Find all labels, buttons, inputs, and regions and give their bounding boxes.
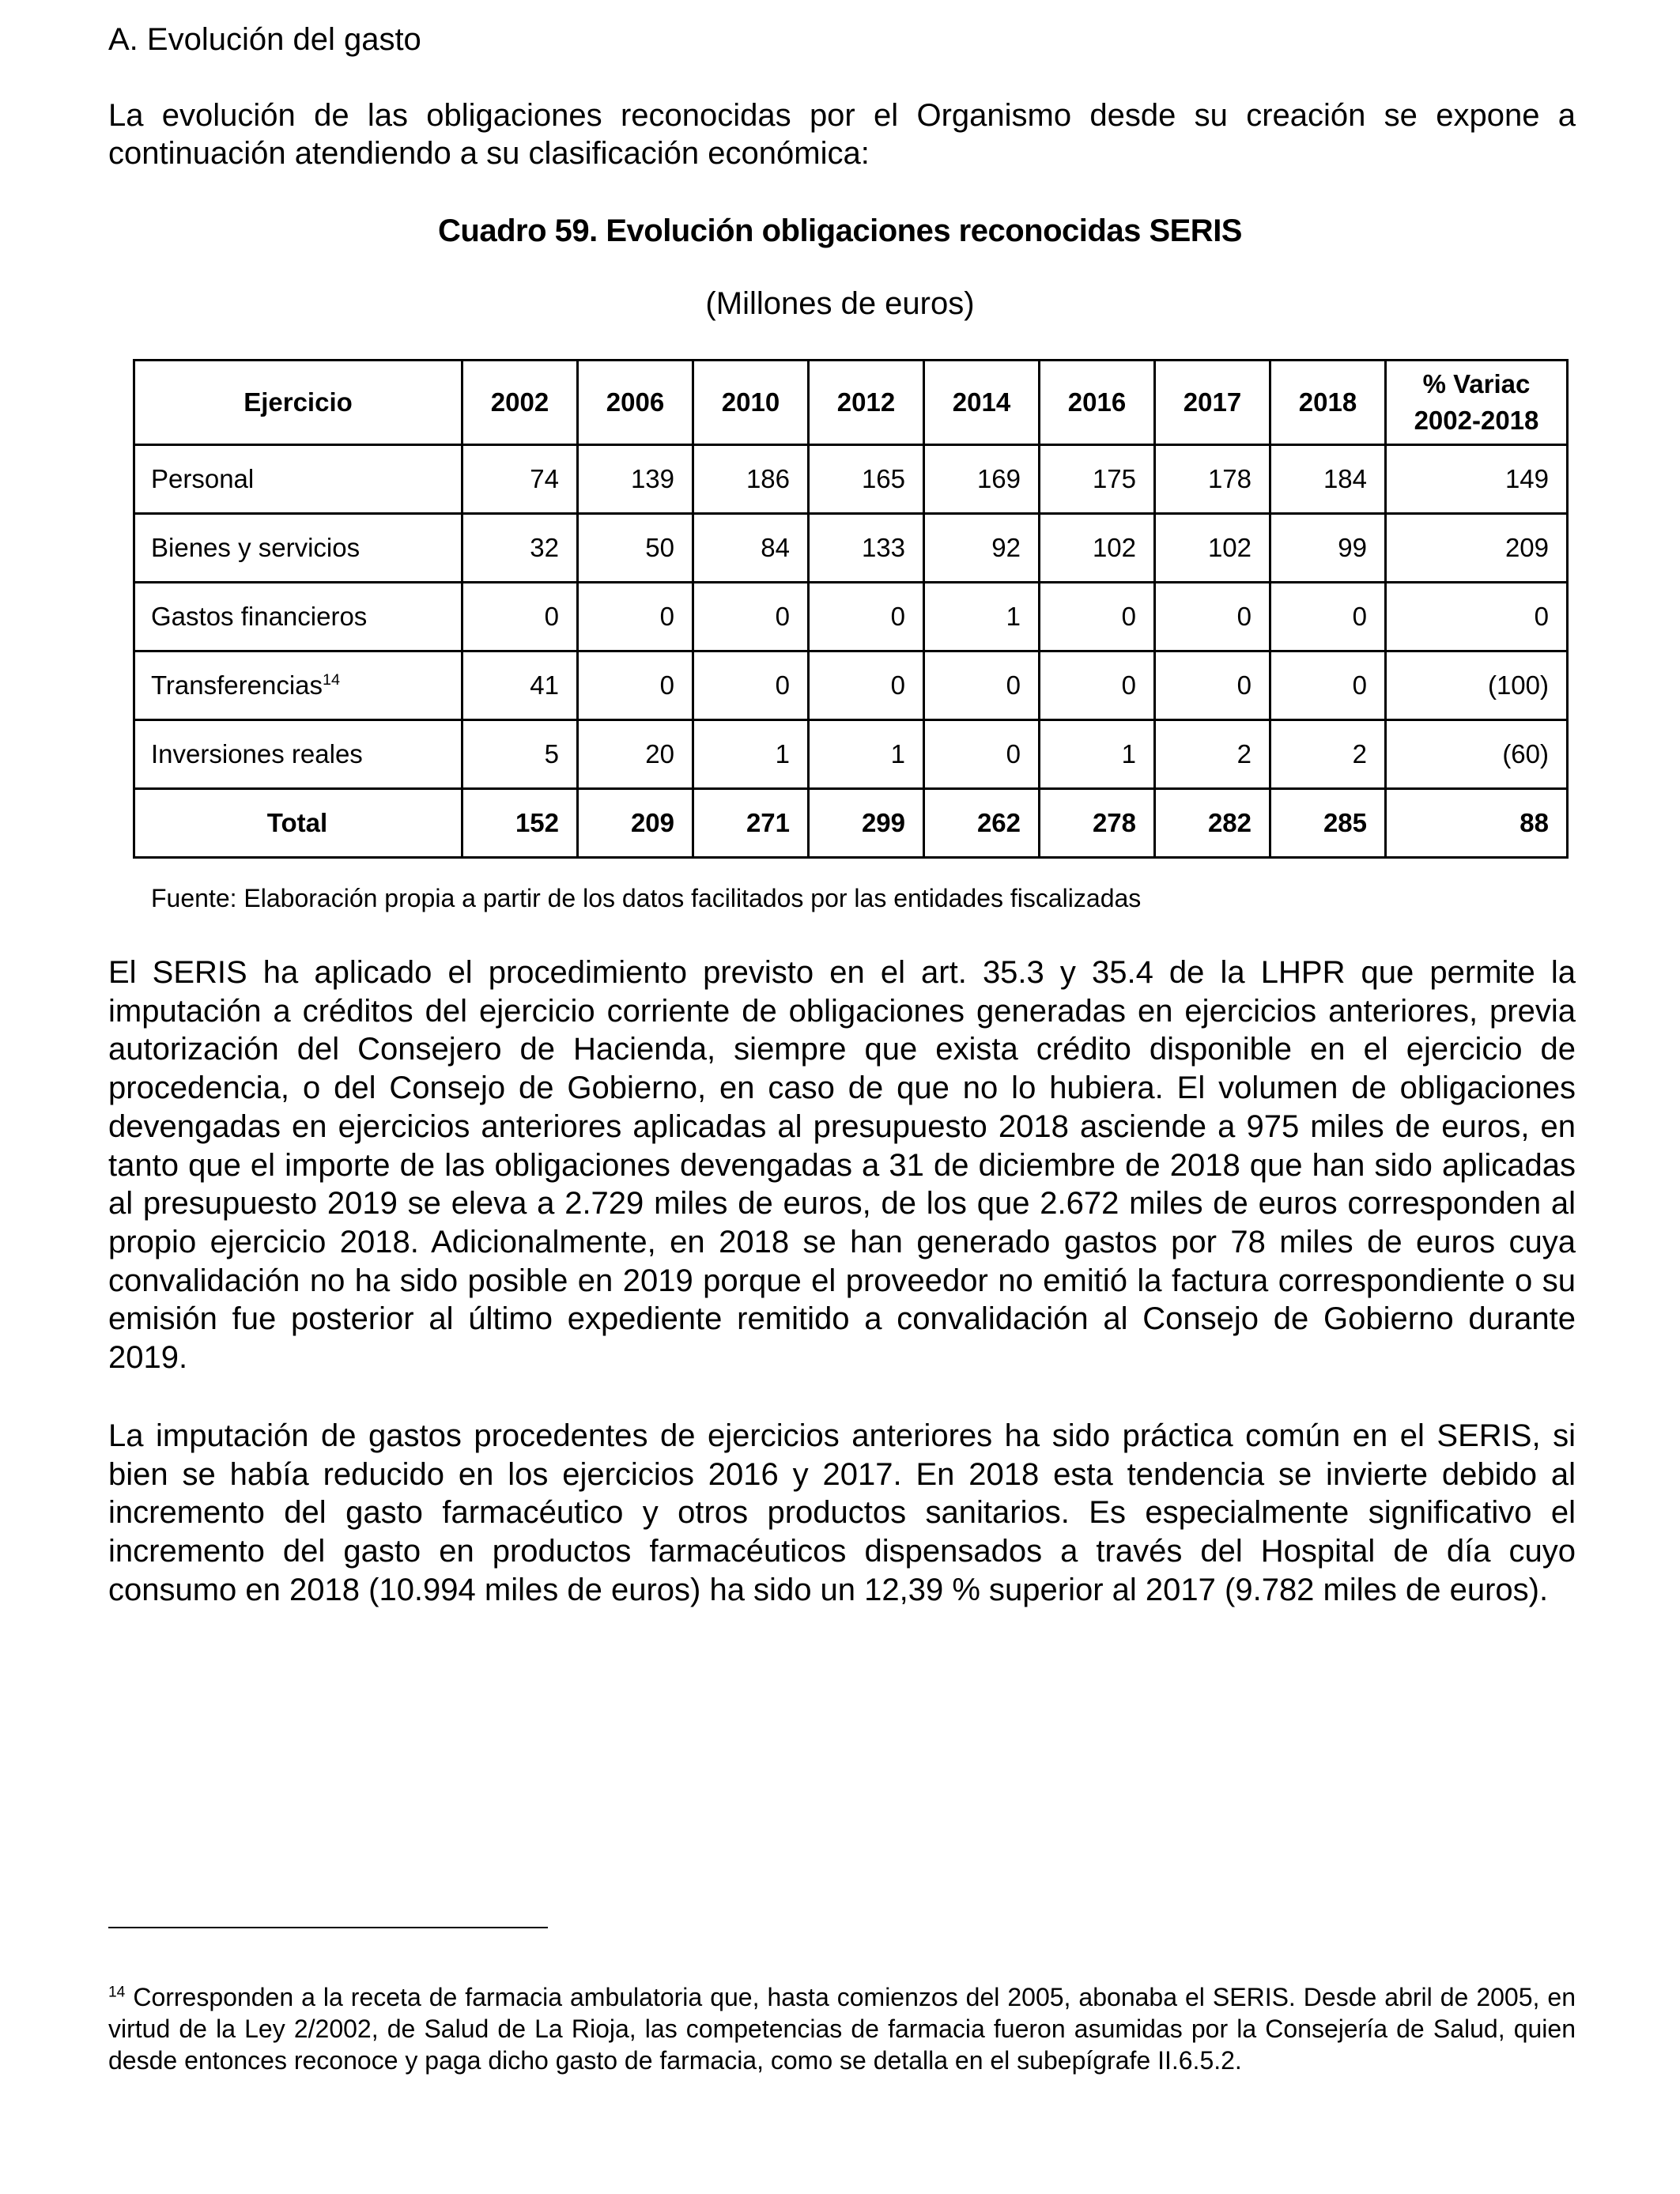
body-paragraph-1: El SERIS ha aplicado el procedimiento previsto en el art. 35.3 y 35.4 de la LHPR que permite la imputación a créditos del ejercicio corriente de obligaciones generadas en ejercicios anteriores, previa autorización del Consejero de Hacienda, siempre que exista crédito disponible en el ejercicio de procedencia, o del Consejo de Gobierno, en caso de que no lo hubiera. El volumen de obligaciones devengadas en ejercicios anteriores aplicadas al presupuesto 2018 asciende a 975 miles de euros, en tanto que el importe de las obligaciones devengadas a 31 de diciembre de 2018 que han sido aplicadas al presupuesto 2019 se eleva a 2.729 miles de euros, de los que 2.672 miles de euros corresponden al propio ejercicio 2018. Adicionalmente, en 2018 se han generado gastos por 78 miles de euros cuya convalidación no ha sido posible en 2019 porque el proveedor no emitió la factura correspondiente o su emisión fue posterior al último expediente remitido a convalidación al Consejo de Gobierno durante 2019. (108, 955, 1576, 1376)
value-cell: 2 (1155, 720, 1270, 789)
value-cell: 50 (578, 514, 693, 583)
value-cell: 285 (1270, 789, 1386, 858)
section-title: A. Evolución del gasto (108, 22, 421, 57)
header-cell: 2017 (1155, 361, 1270, 445)
value-cell: 0 (924, 651, 1040, 720)
value-cell: 149 (1386, 445, 1568, 514)
header-cell: 2006 (578, 361, 693, 445)
row-label-text: Inversiones reales (151, 739, 363, 768)
value-cell: 0 (578, 583, 693, 651)
value-cell: 88 (1386, 789, 1568, 858)
value-cell: 2 (1270, 720, 1386, 789)
value-cell: 165 (809, 445, 924, 514)
pct-header-line1: % Variac (1422, 369, 1531, 398)
table-row (134, 514, 1568, 583)
header-cell: 2018 (1270, 361, 1386, 445)
header-cell: 2010 (693, 361, 809, 445)
pct-header-line2: 2002-2018 (1414, 406, 1539, 435)
value-cell: 175 (1040, 445, 1155, 514)
table-source: Fuente: Elaboración propia a partir de los datos facilitados por las entidades fiscalizadas (151, 884, 1142, 912)
obligations-table (133, 359, 1569, 859)
row-label-text: Transferencias (151, 670, 323, 700)
value-cell: 169 (924, 445, 1040, 514)
value-cell: 1 (693, 720, 809, 789)
table-row (134, 445, 1568, 514)
value-cell: (100) (1386, 651, 1568, 720)
body-paragraph-2: La imputación de gastos procedentes de ejercicios anteriores ha sido práctica común en el SERIS, si bien se había reducido en los ejercicios 2016 y 2017. En 2018 esta tendencia se invierte debido al incremento del gasto farmacéutico y otros productos sanitarios. Es especialmente significativo el incremento del gasto en productos farmacéuticos dispensados a través del Hospital de día cuyo consumo en 2018 (10.994 miles de euros) ha sido un 12,39 % superior al 2017 (9.782 miles de euros). (108, 1418, 1576, 1607)
footnote (108, 1981, 1576, 2076)
footnote-text: Corresponden a la receta de farmacia ambulatoria que, hasta comienzos del 2005, abonaba el SERIS. Desde abril de 2005, en virtud de la Ley 2/2002, de Salud de La Rioja, las competencias de farmacia fueron asumidas por la Consejería de Salud, quien desde entonces reconoce y paga dicho gasto de farmacia, como se detalla en el subepígrafe II.6.5.2. (108, 1983, 1576, 2075)
row-label (134, 583, 462, 651)
value-cell: 1 (809, 720, 924, 789)
value-cell: 299 (809, 789, 924, 858)
table-row (134, 583, 1568, 651)
row-label-text: Gastos financieros (151, 602, 368, 631)
value-cell: 0 (1040, 651, 1155, 720)
value-cell: 0 (809, 583, 924, 651)
value-cell: 278 (1040, 789, 1155, 858)
value-cell: 74 (462, 445, 578, 514)
value-cell: 262 (924, 789, 1040, 858)
row-label (134, 720, 462, 789)
table-body (134, 445, 1568, 858)
header-cell: 2012 (809, 361, 924, 445)
footnote-number: 14 (108, 1984, 126, 2001)
value-cell: 0 (693, 583, 809, 651)
value-cell: 282 (1155, 789, 1270, 858)
value-cell: 0 (1155, 583, 1270, 651)
footnote-ref: 14 (323, 671, 341, 689)
table-row (134, 651, 1568, 720)
pct-variation-header (1386, 361, 1568, 445)
value-cell: 186 (693, 445, 809, 514)
value-cell: 0 (809, 651, 924, 720)
value-cell: 1 (924, 583, 1040, 651)
value-cell: 152 (462, 789, 578, 858)
value-cell: 32 (462, 514, 578, 583)
row-label-text: Total (266, 808, 328, 837)
row-label-text: Bienes y servicios (151, 533, 361, 562)
value-cell: 184 (1270, 445, 1386, 514)
value-cell: 209 (1386, 514, 1568, 583)
value-cell: 209 (578, 789, 693, 858)
value-cell: 0 (578, 651, 693, 720)
row-label (134, 445, 462, 514)
row-label (134, 514, 462, 583)
header-cell: 2002 (462, 361, 578, 445)
value-cell: 0 (1270, 651, 1386, 720)
value-cell: 92 (924, 514, 1040, 583)
header-cell: 2014 (924, 361, 1040, 445)
row-label-text: Personal (151, 464, 255, 493)
value-cell: 0 (693, 651, 809, 720)
table-caption: Cuadro 59. Evolución obligaciones reconocidas SERIS (438, 213, 1242, 248)
value-cell: 20 (578, 720, 693, 789)
value-cell: 1 (1040, 720, 1155, 789)
value-cell: (60) (1386, 720, 1568, 789)
value-cell: 0 (924, 720, 1040, 789)
table-units: (Millones de euros) (705, 286, 975, 321)
header-cell: Ejercicio (134, 361, 462, 445)
header-cell: 2016 (1040, 361, 1155, 445)
value-cell: 0 (462, 583, 578, 651)
value-cell: 0 (1155, 651, 1270, 720)
row-label (134, 651, 462, 720)
table-row (134, 720, 1568, 789)
footnote-separator (108, 1927, 548, 1928)
value-cell: 0 (1386, 583, 1568, 651)
value-cell: 271 (693, 789, 809, 858)
table-header-row (134, 361, 1568, 445)
table-total-row (134, 789, 1568, 858)
value-cell: 178 (1155, 445, 1270, 514)
value-cell: 102 (1040, 514, 1155, 583)
value-cell: 99 (1270, 514, 1386, 583)
value-cell: 0 (1040, 583, 1155, 651)
value-cell: 84 (693, 514, 809, 583)
value-cell: 139 (578, 445, 693, 514)
value-cell: 0 (1270, 583, 1386, 651)
intro-paragraph: La evolución de las obligaciones reconocidas por el Organismo desde su creación se expone a continuación atendiendo a su clasificación económica: (108, 98, 1576, 171)
row-label (134, 789, 462, 858)
value-cell: 133 (809, 514, 924, 583)
value-cell: 5 (462, 720, 578, 789)
value-cell: 102 (1155, 514, 1270, 583)
value-cell: 41 (462, 651, 578, 720)
